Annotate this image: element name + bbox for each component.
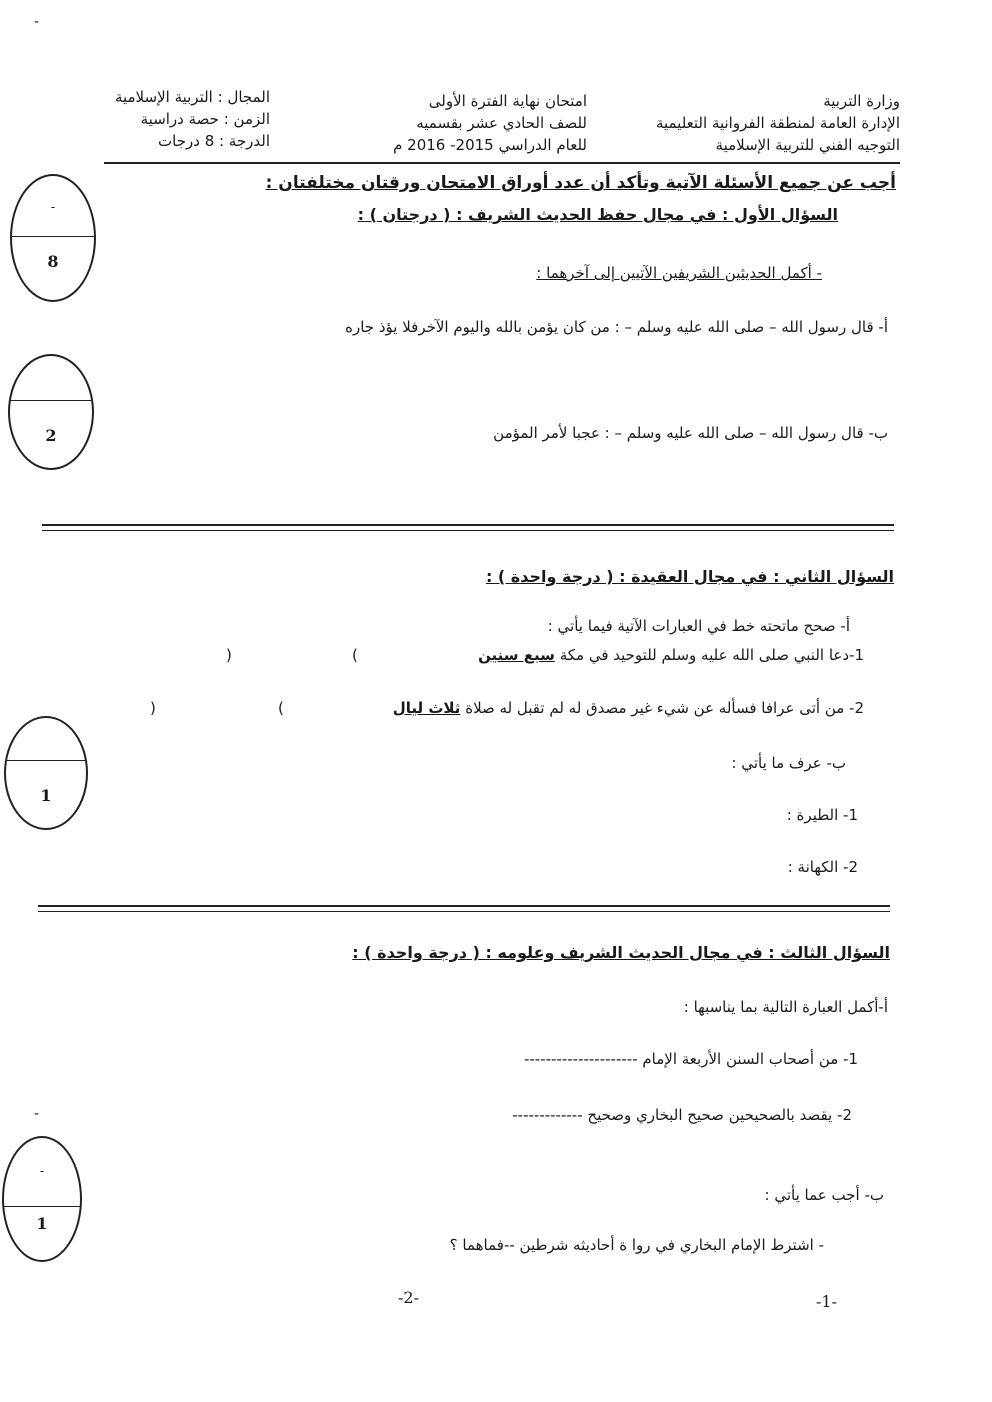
q2-statement-2-underlined: ثلاث ليال <box>392 699 461 717</box>
q3-part-a-label: أ-أكمل العبارة التالية بما يناسبها : <box>683 998 888 1016</box>
score-oval-q1 <box>8 354 94 470</box>
subject-field: المجال : التربية الإسلامية <box>114 88 270 106</box>
general-instruction: أجب عن جميع الأسئلة الآتية وتأكد أن عدد أوراق الامتحان ورقتان مختلفتان : <box>265 173 896 193</box>
score-oval-q2 <box>4 716 88 830</box>
score-q2-value: 1 <box>40 786 52 805</box>
section-divider-2 <box>38 905 890 912</box>
exam-grade-total: الدرجة : 8 درجات <box>158 132 270 150</box>
score-q3-value: 1 <box>36 1214 48 1233</box>
exam-grade: للصف الحادي عشر بقسميه <box>416 114 587 132</box>
exam-title: امتحان نهاية الفترة الأولى <box>428 92 587 110</box>
q2-part-b-label: ب- عرف ما يأتي : <box>731 754 846 772</box>
q2-statement-2 <box>393 699 864 717</box>
q1-instruction: - أكمل الحديثين الشريفين الآتيين إلى آخرهما : <box>536 264 822 282</box>
exam-year: للعام الدراسي 2015- 2016 م <box>393 136 587 154</box>
score-q3-blank: - <box>39 1164 45 1178</box>
stray-mark: - <box>34 14 40 30</box>
section-divider-1 <box>42 524 894 531</box>
page-number-1: -1- <box>816 1292 837 1311</box>
header-right <box>656 90 900 156</box>
q2-statement-1-underlined: سبع سنين <box>478 646 555 664</box>
answer-paren-close-2: ) <box>150 699 156 717</box>
q2-statement-2-text: 2- من أتى عرافا فسأله عن شيء غير مصدق له لم تقبل له صلاة <box>465 699 864 717</box>
q3-title: السؤال الثالث : في مجال الحديث الشريف وعلومه : ( درجة واحدة ) : <box>352 943 890 962</box>
score-total-blank: - <box>50 200 56 214</box>
q1-title: السؤال الأول : في مجال حفظ الحديث الشريف : ( درجتان ) : <box>357 205 838 224</box>
q3-part-b-label: ب- أجب عما يأتي : <box>764 1186 884 1204</box>
header-divider <box>104 162 900 164</box>
supervision-name: التوجيه الفني للتربية الإسلامية <box>715 136 900 154</box>
score-q1-value: 2 <box>45 426 57 445</box>
answer-paren-open-1: ( <box>352 646 358 664</box>
q3-complete-1: 1- من أصحاب السنن الأربعة الإمام --------------------- <box>523 1050 858 1068</box>
q2-part-a-label: أ- صحح ماتحته خط في العبارات الآتية فيما يأتي : <box>547 617 850 635</box>
header-center <box>393 90 587 156</box>
q1-hadith-a: أ- قال رسول الله – صلى الله عليه وسلم – : من كان يؤمن بالله واليوم الآخرفلا يؤذ جاره <box>345 318 888 336</box>
ministry-name: وزارة التربية <box>823 92 900 110</box>
score-total-value: 8 <box>47 252 59 271</box>
score-oval-q3 <box>2 1136 82 1262</box>
q2-statement-1 <box>478 646 864 664</box>
header-left <box>115 86 270 152</box>
stray-dash: - <box>34 1106 40 1122</box>
q2-title: السؤال الثاني : في مجال العقيدة : ( درجة واحدة ) : <box>485 567 894 586</box>
score-oval-total <box>10 174 96 302</box>
answer-paren-close-1: ) <box>226 646 232 664</box>
answer-paren-open-2: ( <box>278 699 284 717</box>
q1-hadith-b: ب- قال رسول الله – صلى الله عليه وسلم – : عجبا لأمر المؤمن <box>493 424 888 442</box>
directorate-name: الإدارة العامة لمنطقة الفروانية التعليمية <box>655 114 900 132</box>
page-number-2: -2- <box>398 1288 419 1307</box>
q2-define-1: 1- الطيرة : <box>786 806 858 824</box>
q2-define-2: 2- الكهانة : <box>787 858 858 876</box>
q2-statement-1-text: 1-دعا النبي صلى الله عليه وسلم للتوحيد في مكة <box>559 646 864 664</box>
exam-time: الزمن : حصة دراسية <box>140 110 270 128</box>
q3-question-b1: - اشترط الإمام البخاري في روا ة أحاديثه شرطين --فماهما ؟ <box>449 1236 824 1254</box>
q3-complete-2: 2- يقصد بالصحيحين صحيح البخاري وصحيح ------------- <box>512 1106 852 1124</box>
